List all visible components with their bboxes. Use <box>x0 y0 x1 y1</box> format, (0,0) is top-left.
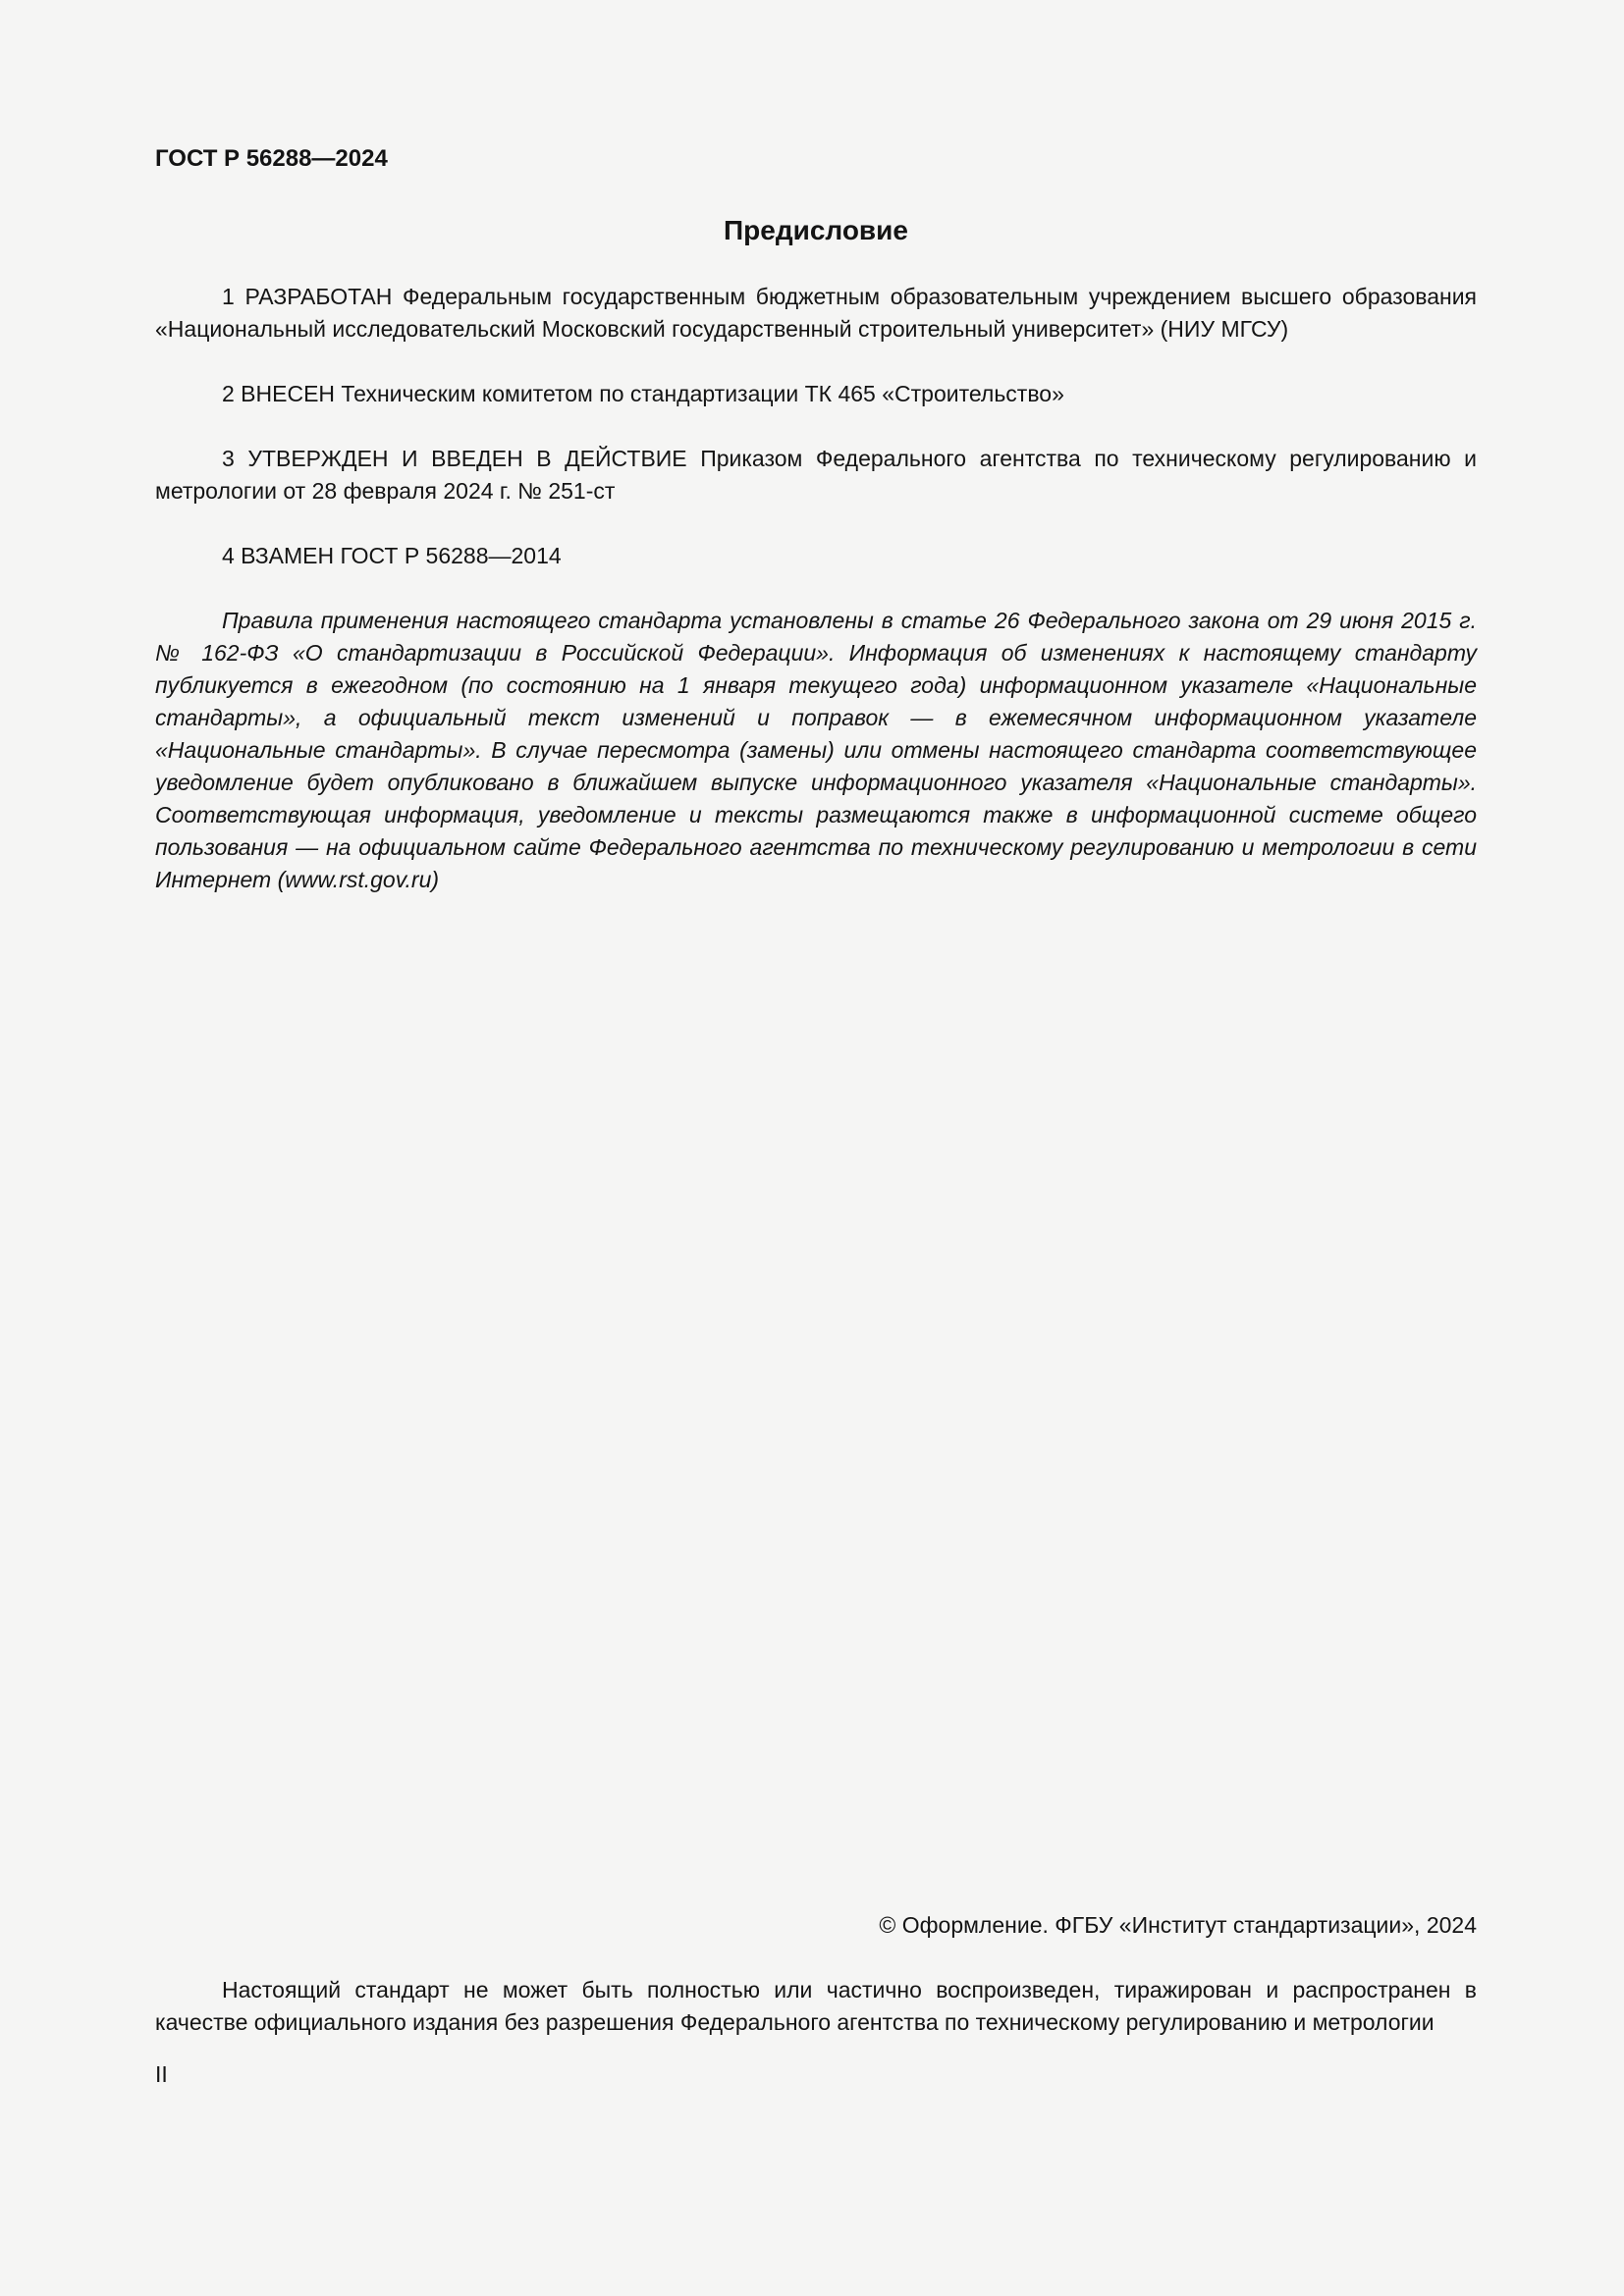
application-rules-note: Правила применения настоящего стандарта установлены в статье 26 Федерального закона от 29 июня 2015 г. № 162-ФЗ «О стандартизации в Российской Федерации». Информация об изменениях к настоящему стандарту публикуется в ежегодном (по состоянию на 1 января текущего года) информационном указателе «Национальные стандарты», а официальный текст изменений и поправок — в ежемесячном информационном указателе «Национальные стандарты». В случае пересмотра (замены) или отмены настоящего стандарта соответствующее уведомление будет опубликовано в ближайшем выпуске информационного указателя «Национальные стандарты». Соответствующая информация, уведомление и тексты размещаются также в информационной системе общего пользования — на официальном сайте Федерального агентства по техническому регулированию и метрологии в сети Интернет (www.rst.gov.ru) <box>155 608 1477 892</box>
copyright-line: © Оформление. ФГБУ «Институт стандартизации», 2024 <box>879 1912 1477 1938</box>
page-footer-block <box>155 1909 1477 2091</box>
page-number: II <box>155 2061 168 2087</box>
foreword-item-submitted: 2 ВНЕСЕН Техническим комитетом по стандартизации ТК 465 «Строительство» <box>222 381 1064 406</box>
foreword-item-replaces: 4 ВЗАМЕН ГОСТ Р 56288—2014 <box>222 543 562 568</box>
foreword-item-developed: 1 РАЗРАБОТАН Федеральным государственным бюджетным образовательным учреждением высшего образования «Национальный исследовательский Московский государственный строительный университет» (НИУ МГСУ) <box>155 284 1477 342</box>
doc-number-header: ГОСТ Р 56288—2024 <box>155 145 388 172</box>
foreword-item-approved: 3 УТВЕРЖДЕН И ВВЕДЕН В ДЕЙСТВИЕ Приказом Федерального агентства по техническому регулированию и метрологии от 28 февраля 2024 г. № 251-ст <box>155 446 1477 504</box>
foreword-section <box>155 281 1477 896</box>
page-title: Предисловие <box>724 215 908 245</box>
reproduction-notice: Настоящий стандарт не может быть полностью или частично воспроизведен, тиражирован и распространен в качестве официального издания без разрешения Федерального агентства по техническому регулированию и метрологии <box>155 1977 1477 2035</box>
